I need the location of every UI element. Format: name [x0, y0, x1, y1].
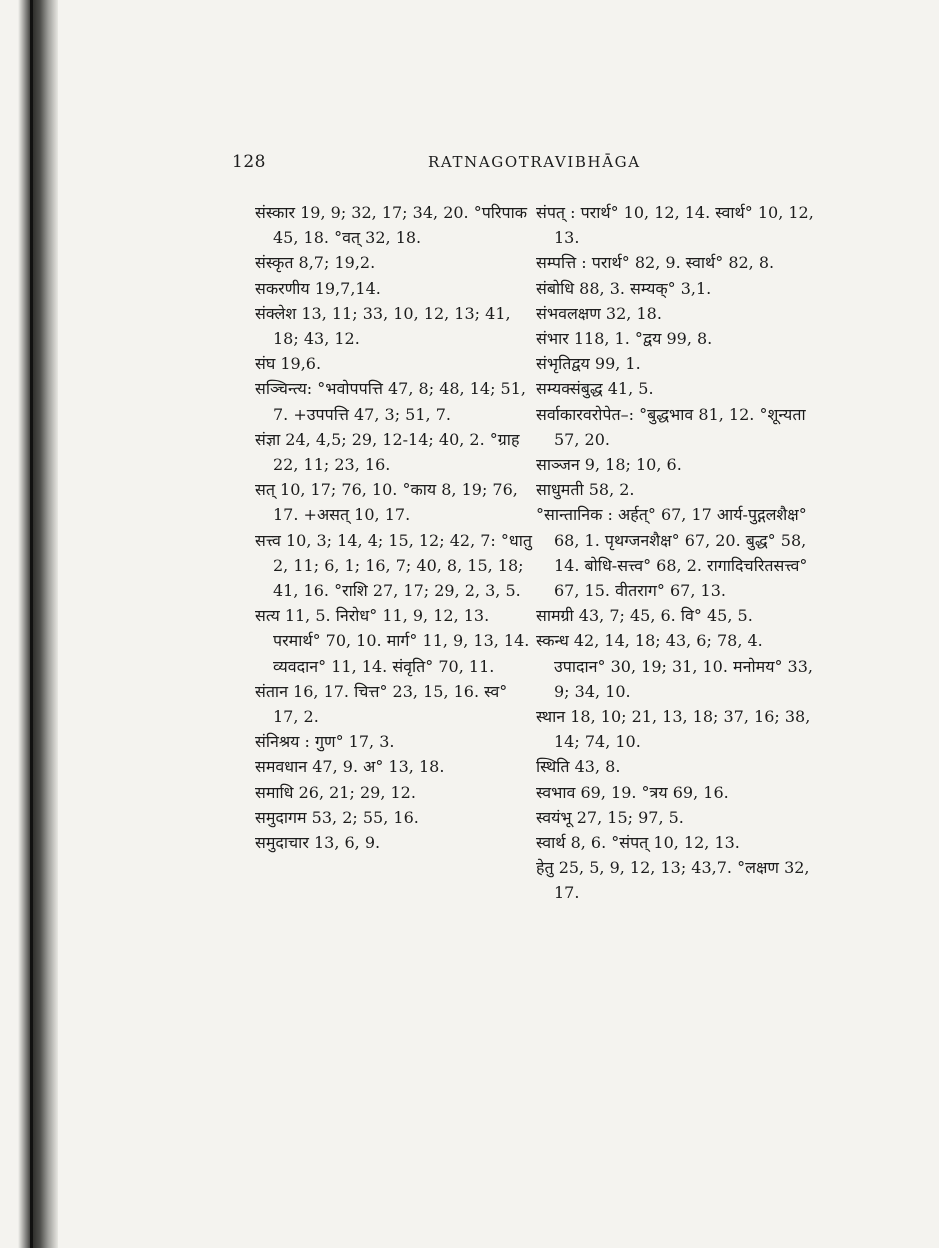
index-entry: संभवलक्षण 32, 18. [536, 303, 662, 323]
index-entry: संघ 19,6. [255, 354, 322, 374]
index-entry: सम्पत्ति : परार्थ° 82, 9. स्वार्थ° 82, 8. [536, 253, 775, 273]
page-number: 128 [232, 152, 266, 172]
index-entry: स्वयंभू 27, 15; 97, 5. [536, 807, 684, 827]
running-head: RATNAGOTRAVIBHĀGA [428, 153, 641, 171]
index-entry: संक्लेश 13, 11; 33, 10, 12, 13; 41, 18; 43, 12. [255, 303, 516, 349]
index-entry: स्थिति 43, 8. [536, 757, 621, 777]
index-entry: साधुमती 58, 2. [536, 480, 635, 500]
index-entry: सत्त्व 10, 3; 14, 4; 15, 12; 42, 7: °धातु 2, 11; 6, 1; 16, 7; 40, 8, 15, 18; 41, 16. °राशि 27, 17; 29, 2, 3, 5. [255, 530, 538, 601]
scan-binding-line [30, 0, 33, 1248]
index-entry: हेतु 25, 5, 9, 12, 13; 43,7. °लक्षण 32, 17. [536, 858, 815, 903]
index-entry: सञ्चिन्त्य: °भवोपपत्ति 47, 8; 48, 14; 51, 7. +उपपत्ति 47, 3; 51, 7. [255, 379, 532, 424]
index-entry: स्वार्थ 8, 6. °संपत् 10, 12, 13. [536, 833, 740, 853]
index-entry: स्कन्ध 42, 14, 18; 43, 6; 78, 4. उपादान° 30, 19; 31, 10. मनोमय° 33, 9; 34, 10. [536, 631, 819, 701]
index-entry: संबोधि 88, 3. सम्यक्° 3,1. [536, 278, 712, 298]
scan-binding-shadow [18, 0, 58, 1248]
index-entry: सकरणीय 19,7,14. [255, 278, 381, 298]
index-entry: स्वभाव 69, 19. °त्रय 69, 16. [536, 782, 729, 802]
index-entry: संस्कार 19, 9; 32, 17; 34, 20. °परिपाक 45, 18. °वत् 32, 18. [255, 203, 533, 248]
index-column-left [255, 200, 538, 855]
index-entry: समाधि 26, 21; 29, 12. [255, 782, 416, 802]
index-entry: समुदाचार 13, 6, 9. [255, 833, 381, 853]
index-entry: संतान 16, 17. चित्त° 23, 15, 16. स्व° 17, 2. [255, 681, 513, 727]
index-entry: सत् 10, 17; 76, 10. °काय 8, 19; 76, 17. +असत् 10, 17. [255, 480, 523, 525]
index-entry: समुदागम 53, 2; 55, 16. [255, 807, 419, 827]
index-entry: सामग्री 43, 7; 45, 6. वि° 45, 5. [536, 606, 753, 626]
index-entry: संस्कृत 8,7; 19,2. [255, 253, 376, 273]
index-entry: संपत् : परार्थ° 10, 12, 14. स्वार्थ° 10, 12, 13. [536, 203, 819, 248]
index-entry: संभार 118, 1. °द्वय 99, 8. [536, 329, 713, 349]
index-column-right [536, 200, 819, 906]
index-entry: संभृतिद्वय 99, 1. [536, 354, 641, 374]
index-entry: संनिश्रय : गुण° 17, 3. [255, 732, 395, 752]
page-header [232, 152, 644, 180]
index-entry: संज्ञा 24, 4,5; 29, 12-14; 40, 2. °ग्राह 22, 11; 23, 16. [255, 429, 525, 475]
index-entry: स्थान 18, 10; 21, 13, 18; 37, 16; 38, 14; 74, 10. [536, 707, 816, 752]
index-entry: सम्यक्संबुद्ध 41, 5. [536, 379, 654, 399]
index-entry: सत्य 11, 5. निरोध° 11, 9, 12, 13. परमार्थ° 70, 10. मार्ग° 11, 9, 13, 14. व्यवदान° 11, 14. संवृति° 70, 11. [255, 606, 535, 676]
index-entry: साञ्जन 9, 18; 10, 6. [536, 455, 682, 475]
index-entry: °सान्तानिक : अर्हत्° 67, 17 आर्य-पुद्गलशैक्ष° 68, 1. पृथग्जनशैक्ष° 67, 20. बुद्ध° 58, 14. बोधि-सत्त्व° 68, 2. रागादिचरितसत्त्व° 67, 15. वीतराग° 67, 13. [536, 505, 813, 601]
index-entry: सर्वाकारवरोपेत–: °बुद्धभाव 81, 12. °शून्यता 57, 20. [536, 404, 811, 449]
index-entry: समवधान 47, 9. अ° 13, 18. [255, 757, 445, 777]
